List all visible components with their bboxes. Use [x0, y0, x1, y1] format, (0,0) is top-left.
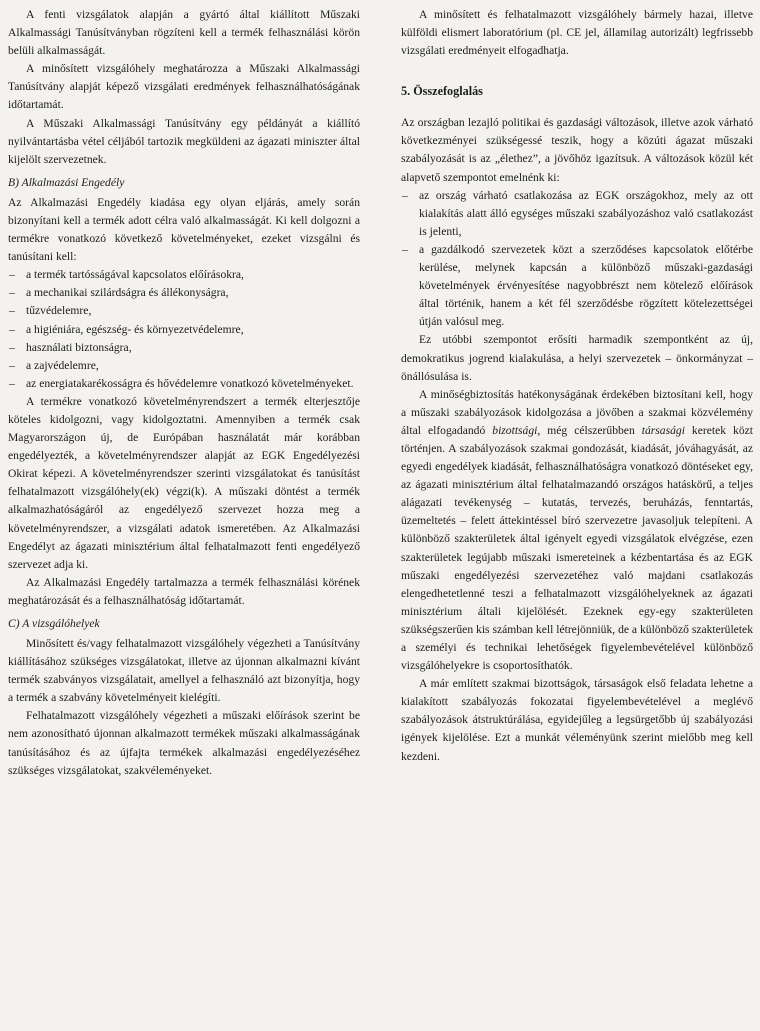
left-column [8, 6, 360, 780]
paragraph [401, 386, 753, 676]
aspects-list [401, 187, 753, 332]
paragraph: Az országban lezajló politikai és gazdasági változások, illetve azok várható következményei szükségessé teszik, hogy a közúti ágazat műszaki szabályozását is az „élethez”, a jövőhöz igazítsuk. A változások közül két alapvető szempontot emelnénk ki: [401, 116, 753, 184]
text-run: , még célszerűbben [537, 423, 642, 437]
paragraph: A már említett szakmai bizottságok, társaságok első feladata lehetne a kialakított szabályozás fokozatai figyelembevételével a meglévő szabályozások átstruktúrálása, egyidejűleg a legsürgetőbb új szabályozási igények kijelölése. Ezt a munkát véleményünk szerint mielőbb meg kell kezdeni. [401, 677, 753, 763]
paragraph: A fenti vizsgálatok alapján a gyártó által kiállított Műszaki Alkalmassági Tanúsítványban rögzíteni kell a termék felhasználási körön belüli alkalmasságát. [8, 8, 360, 58]
list-item: – tűzvédelemre, [8, 302, 360, 320]
list-item: – a termék tartósságával kapcsolatos előírásokra, [8, 266, 360, 284]
list-item: – az ország várható csatlakozása az EGK országokhoz, mely az ott kialakítás alatt álló egységes műszaki szabályozáshoz való csatlakozást is jelenti, [401, 187, 753, 241]
list-item: – a higiéniára, egészség- és környezetvédelemre, [8, 321, 360, 339]
right-column [401, 6, 753, 766]
list-item: – a mechanikai szilárdságra és állékonyságra, [8, 284, 360, 302]
list-item: – az energiatakarékosságra és hővédelemre vonatkozó követelményeket. [8, 375, 360, 393]
emphasis: bizottsági [492, 423, 538, 437]
paragraph: A minősített vizsgálóhely meghatározza a Műszaki Alkalmassági Tanúsítvány alapját képező vizsgálati eredmények felhasználhatóságának időtartamát. [8, 62, 360, 112]
paragraph: Ez utóbbi szempontot erősíti harmadik szempontként az új, demokratikus jogrend kialakulása, a helyi szervezetek – önkormányzat – önállósulása is. [401, 333, 753, 383]
paragraph: Minősített és/vagy felhatalmazott vizsgálóhely végezheti a Tanúsítvány kiállításához szükséges vizsgálatokat, illetve az újonnan alkalmazni kívánt termék szabványos vizsgálatait, amellyel a felhasználó azt bizonyítja, hogy a termék a szabvány követelményeit kielégíti. [8, 637, 360, 705]
paragraph: A minősített és felhatalmazott vizsgálóhely bármely hazai, illetve külföldi elismert laboratórium (pl. CE jel, államilag autorizált) legfrissebb vizsgálati eredményeit elfogadhatja. [401, 8, 753, 58]
list-item: – a zajvédelemre, [8, 357, 360, 375]
requirements-list [8, 266, 360, 393]
text-run: A minőségbiztosítás hatékonyságának érdekében biztosítani kell, hogy a műszaki szabályozások kidolgozása a jövőben a szakmai közvélemény által elfogadandó [401, 387, 753, 437]
list-item: – a gazdálkodó szervezetek közt a szerződéses kapcsolatok előtérbe kerülése, melynek kapcsán a különböző műszaki-gazdasági követelmények érvényesítése nagyobbrészt nem kötelező előírások által történik, hanem a két fél szerződésbe rögzített kötelezettségei útján valósul meg. [401, 241, 753, 331]
section-title: 5. Összefoglalás [401, 84, 483, 99]
emphasis: társasági [641, 423, 685, 437]
subsection-heading-c: C) A vizsgálóhelyek [8, 617, 100, 630]
paragraph: Az Alkalmazási Engedély kiadása egy olyan eljárás, amely során bizonyítani kell a termék adott célra való alkalmasságát. Ki kell dolgozni a termékre vonatkozó következő követelményeket, ezeket vizsgálni és tanúsítani kell: [8, 195, 360, 264]
subsection-heading-b: B) Alkalmazási Engedély [8, 175, 125, 189]
paragraph: Az Alkalmazási Engedély tartalmazza a termék felhasználási körének meghatározását és a felhasználhatóság időtartamát. [8, 575, 360, 607]
text-run: keretek közt történjen. A szabályozások szakmai gondozását, kiadását, jóváhagyását, az egyedi engedélyek kiadását, felhasználhatóságra vonatkozó döntéseket egy, az ágazati minisztérium által felhatalmazandó országos hatáskörű, a teljes alágazati tevékenység – kutatás, tervezés, beruházás, fenntartás, üzemeltetés – felett áttekintéssel bíró szervezetre javasoljuk telepíteni. A különböző szakterületek által igényelt egyedi vizsgálatok elvégzése, ezen szakterületek legújabb műszaki ismereteinek a kézbentartása és az EGK műszaki engedélyezési szervezetéhez való majdani csatlakozás elengedhetetlenné teszi a felhatalmazott vizsgálóhelyeknek az ágazati minisztérium általi kijelölését. Ezeknek egy-egy szakterületen szükségszerűen kis számban kell létrejönniük, de a különböző szakterületek a személyi és technikai lehetőségek figyelembevételével különböző vizsgálóhelyekre is csoportosíthatók. [401, 423, 753, 673]
paragraph: Felhatalmazott vizsgálóhely végezheti a műszaki előírások szerint be nem azonosítható újonnan alkalmazott termékek műszaki alkalmasságának tanúsításához és az újfajta termékek alkalmazási engedélyezéséhez szükséges vizsgálatokat, szakvéleményeket. [8, 709, 360, 777]
paragraph: A Műszaki Alkalmassági Tanúsítvány egy példányát a kiállító nyilvántartásba vétel céljából tartozik megküldeni az ágazati miniszter által kijelölt szervezetnek. [8, 116, 360, 166]
paragraph: A termékre vonatkozó követelményrendszert a termék elterjesztője köteles kidolgozni, vagy kidolgoztatni. Amennyiben a termék csak Magyarországon új, de Európában használatát már korábban engedélyezték, a követelményrendszer alapját az EGK Engedélyezési Okirat képezi. A követelményrendszer szerinti vizsgálatokat és tanúsítást felhatalmazott vizsgálóhely(ek) végzi(k). A műszaki döntést a termék alkalmazhatóságáról az engedélyező szervezet hozza meg a követelményrendszer, a vizsgálati adatok ismeretében. Az Alkalmazási Engedélyt az ágazati minisztérium által felhatalmazott fenti engedélyező szervezet adja ki. [8, 394, 360, 571]
list-item: – használati biztonságra, [8, 339, 360, 357]
